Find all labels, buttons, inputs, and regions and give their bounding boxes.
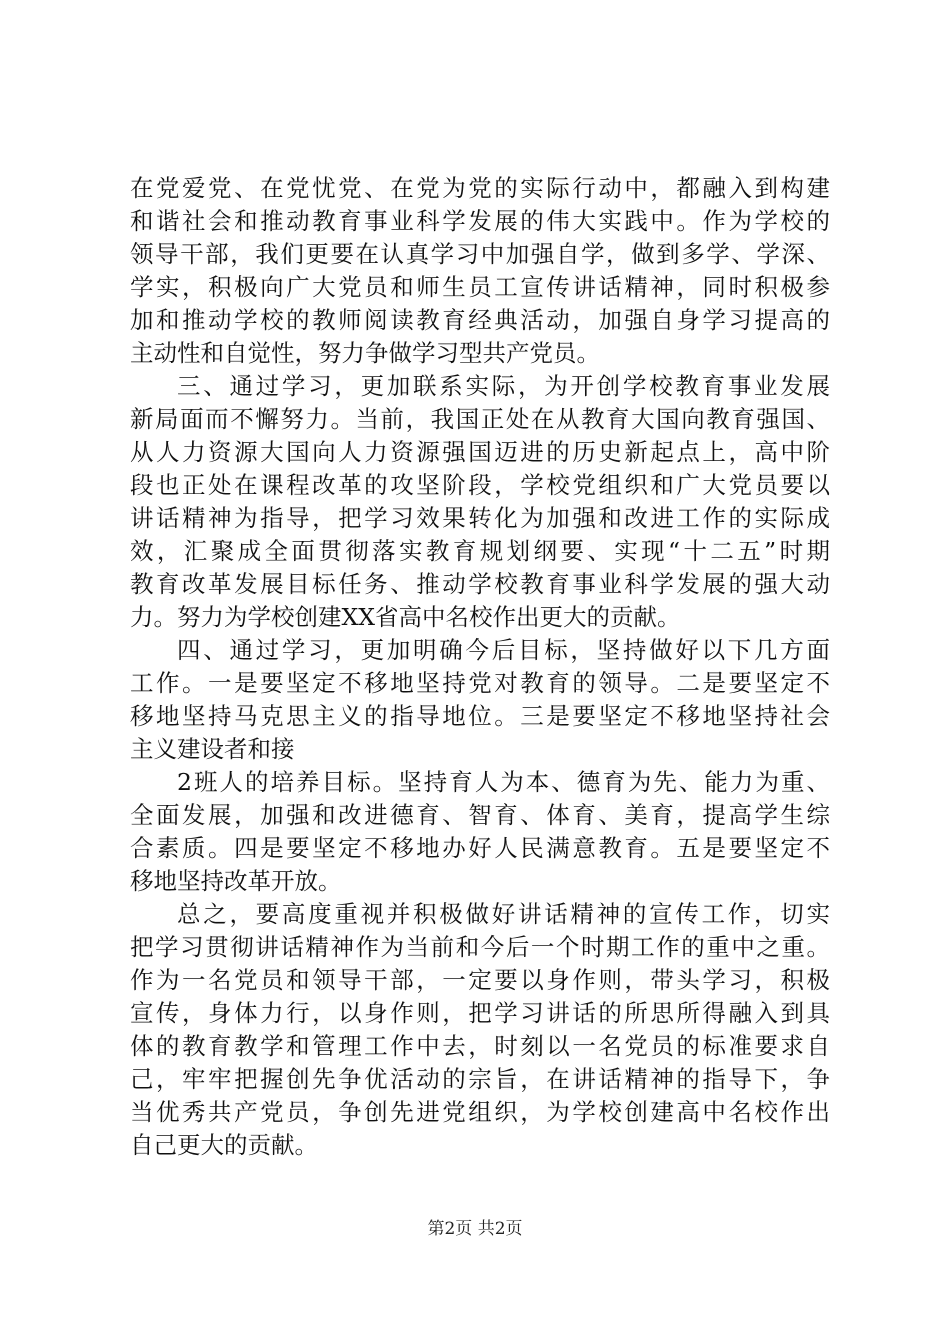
page-number-footer: 第2页 共2页 — [427, 1219, 523, 1239]
text-line: 宣传，身体力行，以身作则，把学习讲话的所思所得融入到具 — [130, 999, 830, 1027]
text-line: 从人力资源大国向人力资源强国迈进的历史新起点上，高中阶 — [130, 438, 830, 466]
text-line: 教育改革发展目标任务、推动学校教育事业科学发展的强大动 — [130, 570, 830, 598]
text-line: 在党爱党、在党忧党、在党为党的实际行动中，都融入到构建 — [130, 174, 830, 202]
text-line: 领导干部，我们更要在认真学习中加强自学，做到多学、学深、 — [130, 240, 830, 268]
text-line: 移地坚持马克思主义的指导地位。三是要坚定不移地坚持社会 — [130, 702, 830, 730]
text-line: 新局面而不懈努力。当前，我国正处在从教育大国向教育强国、 — [130, 405, 830, 433]
text-line: 效，汇聚成全面贯彻落实教育规划纲要、实现“十二五”时期 — [130, 537, 830, 565]
text-line: 全面发展，加强和改进德育、智育、体育、美育，提高学生综 — [130, 801, 830, 829]
text-line: 力。努力为学校创建XX省高中名校作出更大的贡献。 — [130, 603, 681, 631]
text-line: 讲话精神为指导，把学习效果转化为加强和改进工作的实际成 — [130, 504, 830, 532]
text-line: 当优秀共产党员，争创先进党组织，为学校创建高中名校作出 — [130, 1098, 830, 1126]
text-line: 把学习贯彻讲话精神作为当前和今后一个时期工作的重中之重。 — [130, 933, 830, 961]
paragraph-start-line: 2班人的培养目标。坚持育人为本、德育为先、能力为重、 — [177, 768, 830, 796]
paragraph-start-line: 总之，要高度重视并积极做好讲话精神的宣传工作，切实 — [177, 900, 830, 928]
text-line: 主动性和自觉性，努力争做学习型共产党员。 — [130, 339, 600, 367]
text-line: 加和推动学校的教师阅读教育经典活动，加强自身学习提高的 — [130, 306, 830, 334]
text-line: 主义建设者和接 — [130, 735, 295, 763]
document-body — [130, 172, 830, 1162]
text-line: 工作。一是要坚定不移地坚持党对教育的领导。二是要坚定不 — [130, 669, 830, 697]
text-line: 作为一名党员和领导干部，一定要以身作则，带头学习，积极 — [130, 966, 830, 994]
text-line: 移地坚持改革开放。 — [130, 867, 342, 895]
paragraph-start-line: 四、通过学习，更加明确今后目标，坚持做好以下几方面 — [177, 636, 830, 664]
text-line: 段也正处在课程改革的攻坚阶段，学校党组织和广大党员要以 — [130, 471, 830, 499]
paragraph-start-line: 三、通过学习，更加联系实际，为开创学校教育事业发展 — [177, 372, 830, 400]
text-line: 学实，积极向广大党员和师生员工宣传讲话精神，同时积极参 — [130, 273, 830, 301]
text-line: 自己更大的贡献。 — [130, 1131, 318, 1159]
text-line: 和谐社会和推动教育事业科学发展的伟大实践中。作为学校的 — [130, 207, 830, 235]
text-line: 体的教育教学和管理工作中去，时刻以一名党员的标准要求自 — [130, 1032, 830, 1060]
text-line: 合素质。四是要坚定不移地办好人民满意教育。五是要坚定不 — [130, 834, 830, 862]
text-line: 己，牢牢把握创先争优活动的宗旨，在讲话精神的指导下，争 — [130, 1065, 830, 1093]
